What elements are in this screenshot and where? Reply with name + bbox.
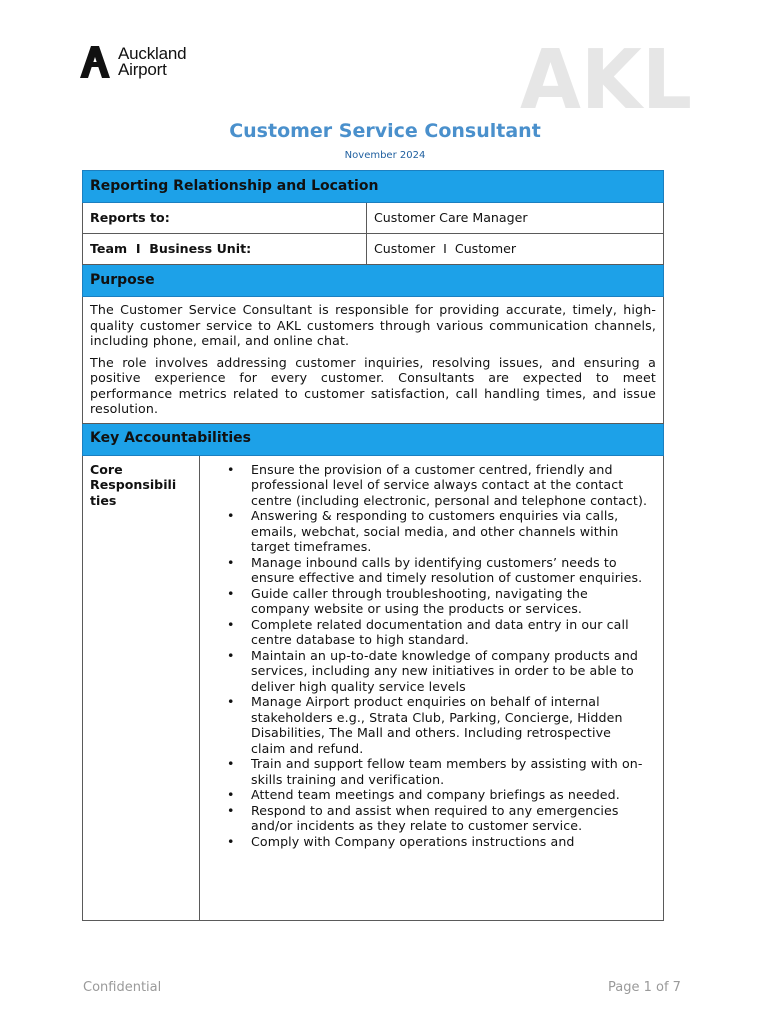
purpose-paragraph: The Customer Service Consultant is responsible for providing accurate, timely, high-quality customer service to AKL customers through various communication channels, including phone, email, and online chat.	[90, 302, 657, 348]
role-table	[82, 170, 664, 921]
list-item: • Manage inbound calls by identifying customers’ needs to ensure effective and timely resolution of customer enquiries.	[251, 555, 648, 586]
watermark-text: AKL	[520, 44, 692, 110]
logo-wordmark	[118, 46, 186, 78]
list-item: • Respond to and assist when required to any emergencies and/or incidents as they relate to customer service.	[251, 803, 648, 834]
logo-line-2: Airport	[118, 60, 167, 79]
team-unit-row	[83, 234, 664, 265]
document-title: Customer Service Consultant	[229, 120, 541, 142]
reporting-heading-row	[83, 171, 664, 203]
purpose-paragraph: The role involves addressing customer inquiries, resolving issues, and ensuring a positive experience for every customer. Consultants are expected to meet performance metrics related to customer satisfaction, call handling times, and issue resolution.	[90, 354, 657, 416]
auckland-airport-logo	[80, 46, 186, 78]
list-item: • Train and support fellow team members by assisting with on-skills training and verification.	[251, 756, 648, 787]
reporting-heading: Reporting Relationship and Location	[83, 171, 664, 203]
list-item: • Complete related documentation and data entry in our call centre database to high standard.	[251, 617, 648, 648]
logo-line-1: Auckland	[118, 44, 187, 63]
list-item: • Ensure the provision of a customer centred, friendly and professional level of service always contact at the contact centre (including electronic, personal and telephone contact).	[251, 462, 648, 509]
reports-to-row	[83, 203, 664, 234]
responsibility-list	[207, 456, 656, 850]
team-unit-label: Team I Business Unit:	[83, 234, 367, 265]
purpose-heading: Purpose	[83, 265, 664, 297]
reports-to-value: Customer Care Manager	[367, 203, 664, 234]
list-item: • Maintain an up-to-date knowledge of company products and services, including any new initiatives in order to be able to deliver high quality service levels	[251, 648, 648, 695]
purpose-text	[83, 297, 664, 424]
list-item: • Answering & responding to customers enquiries via calls, emails, webchat, social media, and other channels within target timeframes.	[251, 508, 648, 555]
accountabilities-row	[83, 455, 664, 920]
purpose-heading-row	[83, 265, 664, 297]
accountabilities-heading-row	[83, 423, 664, 455]
footer-confidential: Confidential	[83, 980, 162, 995]
team-unit-value: Customer I Customer	[367, 234, 664, 265]
list-item: • Guide caller through troubleshooting, navigating the company website or using the products or services.	[251, 586, 648, 617]
accountabilities-heading: Key Accountabilities	[83, 423, 664, 455]
purpose-row	[83, 297, 664, 424]
akl-watermark	[520, 44, 692, 110]
airport-logo-icon	[80, 46, 110, 78]
list-item: • Comply with Company operations instructions and	[251, 834, 648, 850]
document-date: November 2024	[344, 150, 426, 161]
list-item: • Manage Airport product enquiries on behalf of internal stakeholders e.g., Strata Club, Parking, Concierge, Hidden Disabilities, The Mall and others. Including retrospective claim and refund.	[251, 694, 648, 756]
footer-page-number: Page 1 of 7	[608, 980, 681, 995]
list-item: • Attend team meetings and company briefings as needed.	[251, 787, 648, 803]
reports-to-label: Reports to:	[83, 203, 367, 234]
core-responsibilities-list	[200, 455, 664, 920]
core-responsibilities-label: Core Responsibili ties	[83, 455, 200, 920]
